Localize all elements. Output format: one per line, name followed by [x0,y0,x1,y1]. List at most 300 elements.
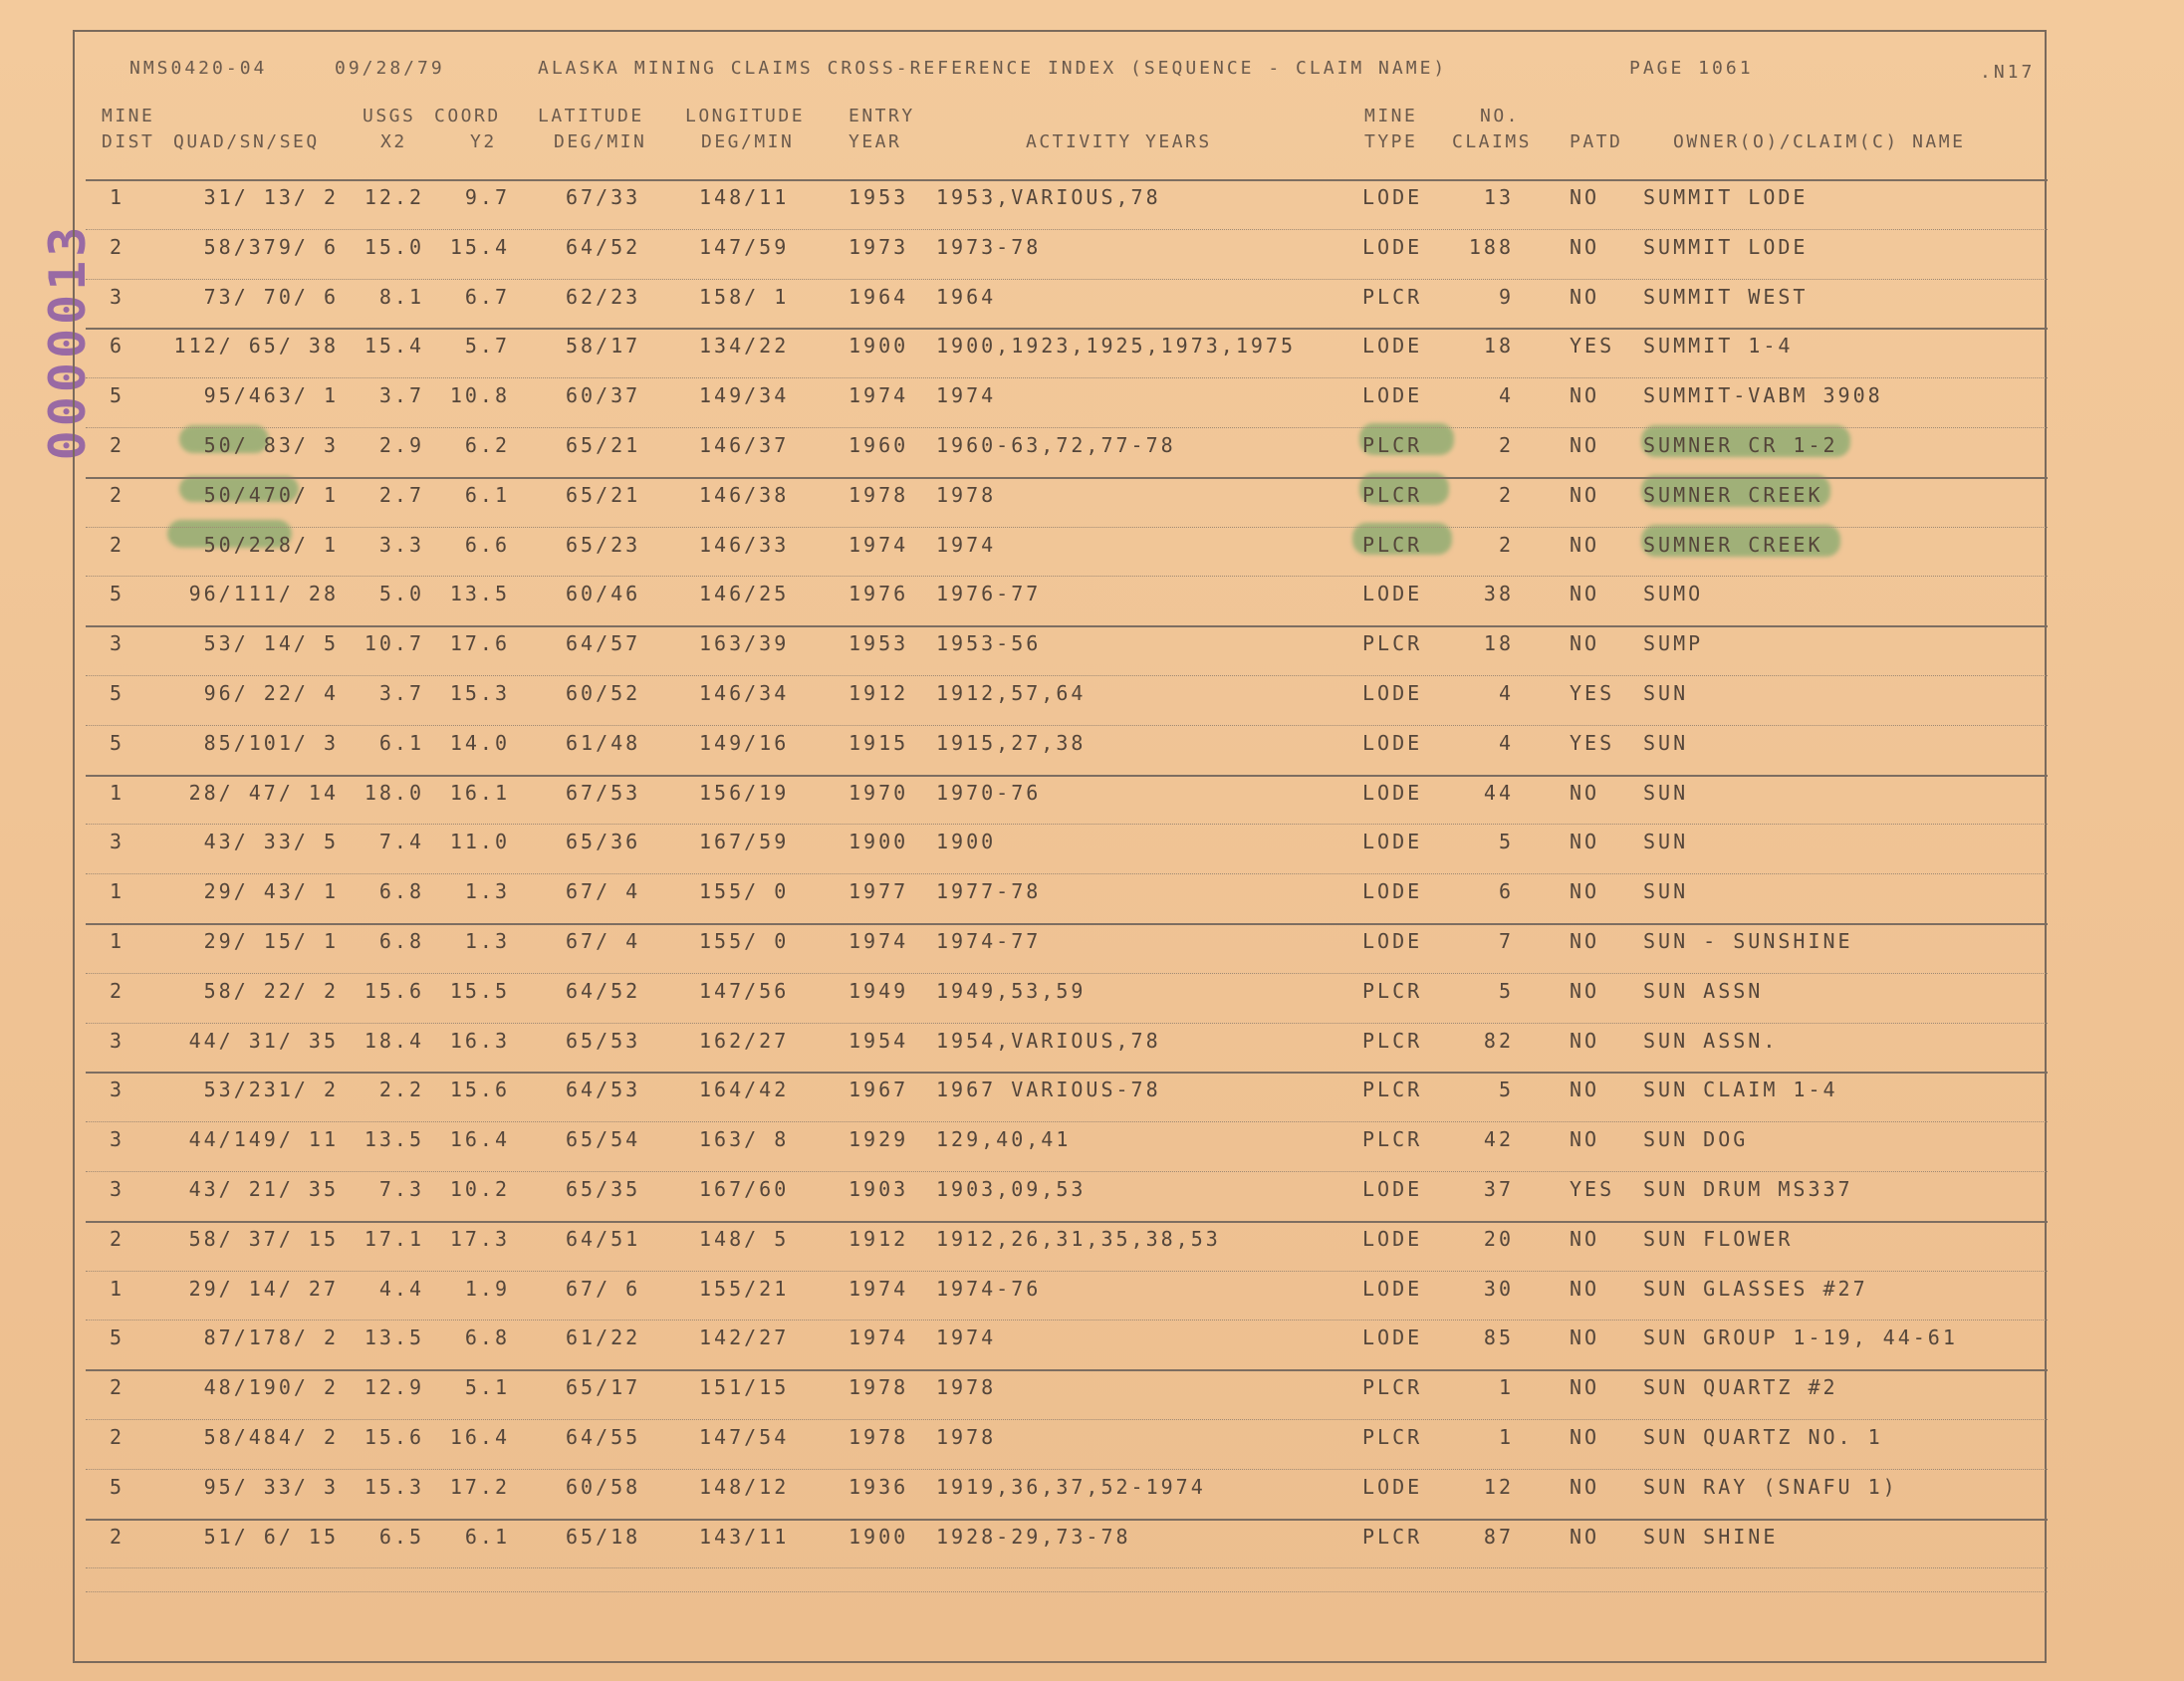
cell-activity-years: 1976-77 [936,582,1042,606]
cell-owner-claim-name: SUN - SUNSHINE [1643,929,1853,953]
cell-x2: 15.6 [364,1425,424,1449]
cell-patd: NO [1570,532,1600,557]
col-mine-dist [102,104,154,155]
col-entry-year [849,104,915,155]
col-latitude-line1: LATITUDE [538,106,644,126]
cell-no-claims: 9 [1498,284,1514,309]
cell-x2: 6.8 [378,929,424,953]
cell-x2: 8.1 [378,284,424,309]
row-rule [86,1271,2048,1272]
cell-mine-type: PLCR [1362,1524,1423,1549]
cell-mine-dist: 1 [110,929,125,953]
cell-mine-type: LODE [1362,830,1423,854]
cell-y2: 6.8 [464,1325,510,1350]
cell-mine-dist: 2 [110,532,125,557]
cell-entry-year: 1976 [849,582,909,606]
cell-x2: 6.5 [378,1524,424,1549]
table-row [0,1325,2184,1375]
cell-patd: YES [1570,1177,1615,1201]
cell-x2: 3.7 [378,681,424,705]
cell-mine-dist: 5 [110,1325,125,1350]
cell-activity-years: 1974 [936,383,997,408]
cell-entry-year: 1970 [849,780,909,805]
cell-activity-years: 1928-29,73-78 [936,1524,1131,1549]
group-rule [86,328,2048,330]
cell-x2: 13.5 [364,1325,424,1350]
row-rule [86,675,2048,676]
row-rule [86,279,2048,280]
cell-longitude: 151/15 [699,1375,790,1400]
group-rule [86,923,2048,925]
cell-mine-dist: 6 [110,334,125,359]
cell-mine-type: PLCR [1362,631,1423,656]
group-rule [86,477,2048,479]
row-rule [86,427,2048,428]
cell-mine-dist: 3 [110,1177,125,1201]
cell-longitude: 143/11 [699,1524,790,1549]
cell-latitude: 60/58 [566,1474,641,1499]
cell-mine-dist: 1 [110,185,125,209]
cell-no-claims: 18 [1483,334,1514,359]
cell-patd: NO [1570,1276,1600,1301]
cell-patd: NO [1570,830,1600,854]
cell-mine-dist: 3 [110,1127,125,1152]
cell-entry-year: 1978 [849,1375,909,1400]
table-row [0,483,2184,533]
cell-longitude: 146/37 [699,433,790,457]
cell-x2: 13.5 [364,1127,424,1152]
cell-longitude: 155/ 0 [699,879,790,904]
report-title: ALASKA MINING CLAIMS CROSS-REFERENCE INDEX (SEQUENCE - CLAIM NAME) [538,58,1448,79]
cell-mine-dist: 3 [110,631,125,656]
cell-y2: 1.9 [464,1276,510,1301]
cell-entry-year: 1974 [849,1276,909,1301]
cell-longitude: 158/ 1 [699,284,790,309]
cell-owner-claim-name: SUN DRUM MS337 [1643,1177,1853,1201]
cell-entry-year: 1900 [849,334,909,359]
cell-no-claims: 1 [1498,1425,1514,1449]
cell-owner-claim-name: SUN GROUP 1-19, 44-61 [1643,1325,1958,1350]
cell-mine-dist: 5 [110,1474,125,1499]
cell-latitude: 60/37 [566,383,641,408]
cell-mine-type: LODE [1362,582,1423,606]
cell-y2: 11.0 [449,830,510,854]
cell-x2: 18.0 [364,780,424,805]
cell-mine-dist: 2 [110,1226,125,1251]
cell-latitude: 65/35 [566,1177,641,1201]
cell-longitude: 164/42 [699,1078,790,1102]
cell-owner-claim-name: SUN [1643,830,1689,854]
cell-latitude: 61/48 [566,730,641,755]
cell-entry-year: 1953 [849,631,909,656]
cell-mine-type: LODE [1362,1276,1423,1301]
col-longitude-line1: LONGITUDE [685,106,806,126]
cell-entry-year: 1973 [849,234,909,259]
cell-entry-year: 1974 [849,532,909,557]
cell-entry-year: 1912 [849,681,909,705]
col-latitude [538,104,646,155]
cell-activity-years: 1903,09,53 [936,1177,1087,1201]
cell-x2: 4.4 [378,1276,424,1301]
row-rule [86,824,2048,825]
cell-activity-years: 1953,VARIOUS,78 [936,185,1161,209]
cell-no-claims: 7 [1498,929,1514,953]
cell-longitude: 146/34 [699,681,790,705]
row-rule [86,1419,2048,1420]
cell-quad-sn-seq: 50/ 83/ 3 [203,433,339,457]
cell-x2: 12.2 [364,185,424,209]
cell-mine-type: LODE [1362,234,1423,259]
cell-mine-dist: 2 [110,1375,125,1400]
cell-quad-sn-seq: 29/ 15/ 1 [203,929,339,953]
cell-quad-sn-seq: 43/ 21/ 35 [188,1177,339,1201]
cell-entry-year: 1929 [849,1127,909,1152]
cell-patd: NO [1570,1078,1600,1102]
cell-owner-claim-name: SUMNER CREEK [1643,532,1823,557]
cell-entry-year: 1960 [849,433,909,457]
cell-quad-sn-seq: 31/ 13/ 2 [203,185,339,209]
footer-dotted-rule [86,1591,2048,1592]
row-rule [86,1171,2048,1172]
cell-patd: NO [1570,929,1600,953]
cell-quad-sn-seq: 96/111/ 28 [188,582,339,606]
cell-entry-year: 1978 [849,1425,909,1449]
cell-latitude: 60/46 [566,582,641,606]
cell-y2: 17.6 [449,631,510,656]
cell-y2: 16.4 [449,1425,510,1449]
table-row [0,1078,2184,1127]
cell-quad-sn-seq: 29/ 14/ 27 [188,1276,339,1301]
cell-mine-dist: 3 [110,830,125,854]
cell-mine-type: PLCR [1362,482,1423,507]
cell-patd: NO [1570,1127,1600,1152]
cell-no-claims: 1 [1498,1375,1514,1400]
cell-no-claims: 5 [1498,978,1514,1003]
cell-mine-type: PLCR [1362,284,1423,309]
cell-longitude: 162/27 [699,1028,790,1053]
cell-latitude: 67/53 [566,780,641,805]
cell-y2: 17.3 [449,1226,510,1251]
cell-mine-dist: 5 [110,681,125,705]
cell-owner-claim-name: SUN [1643,730,1689,755]
cell-owner-claim-name: SUMO [1643,582,1704,606]
cell-quad-sn-seq: 53/231/ 2 [203,1078,339,1102]
table-row [0,979,2184,1029]
cell-owner-claim-name: SUN FLOWER [1643,1226,1794,1251]
cell-latitude: 65/54 [566,1127,641,1152]
cell-mine-type: LODE [1362,383,1423,408]
cell-patd: NO [1570,631,1600,656]
cell-y2: 10.2 [449,1177,510,1201]
row-rule [86,873,2048,874]
table-row [0,1475,2184,1525]
col-mine-dist-line2: DIST [102,131,155,152]
cell-mine-type: PLCR [1362,1028,1423,1053]
table-row [0,334,2184,383]
cell-y2: 15.6 [449,1078,510,1102]
cell-no-claims: 2 [1498,482,1514,507]
cell-mine-type: PLCR [1362,1078,1423,1102]
cell-entry-year: 1900 [849,1524,909,1549]
cell-quad-sn-seq: 58/379/ 6 [203,234,339,259]
cell-longitude: 146/25 [699,582,790,606]
cell-activity-years: 1912,57,64 [936,681,1087,705]
table-row [0,631,2184,681]
cell-mine-dist: 5 [110,383,125,408]
cell-quad-sn-seq: 48/190/ 2 [203,1375,339,1400]
cell-owner-claim-name: SUN ASSN. [1643,1028,1779,1053]
cell-longitude: 167/60 [699,1177,790,1201]
cell-patd: NO [1570,1524,1600,1549]
cell-longitude: 147/59 [699,234,790,259]
cell-entry-year: 1953 [849,185,909,209]
table-row [0,235,2184,285]
cell-owner-claim-name: SUN DOG [1643,1127,1749,1152]
cell-activity-years: 1949,53,59 [936,978,1087,1003]
cell-entry-year: 1967 [849,1078,909,1102]
cell-patd: NO [1570,482,1600,507]
cell-mine-dist: 2 [110,234,125,259]
cell-mine-type: LODE [1362,780,1423,805]
cell-activity-years: 1967 VARIOUS-78 [936,1078,1161,1102]
stamp-number: 0000013 [39,222,97,461]
cell-y2: 14.0 [449,730,510,755]
cell-quad-sn-seq: 43/ 33/ 5 [203,830,339,854]
cell-x2: 7.4 [378,830,424,854]
cell-entry-year: 1954 [849,1028,909,1053]
cell-y2: 16.1 [449,780,510,805]
cell-x2: 12.9 [364,1375,424,1400]
cell-owner-claim-name: SUMMIT LODE [1643,185,1809,209]
cell-x2: 3.3 [378,532,424,557]
cell-activity-years: 1978 [936,482,997,507]
cell-entry-year: 1949 [849,978,909,1003]
cell-owner-claim-name: SUN [1643,681,1689,705]
cell-mine-dist: 2 [110,978,125,1003]
cell-owner-claim-name: SUN [1643,879,1689,904]
cell-x2: 2.9 [378,433,424,457]
cell-mine-type: LODE [1362,185,1423,209]
cell-quad-sn-seq: 44/ 31/ 35 [188,1028,339,1053]
col-latitude-line2: DEG/MIN [554,131,647,152]
col-y2: Y2 [470,131,497,152]
cell-no-claims: 5 [1498,1078,1514,1102]
cell-mine-type: LODE [1362,929,1423,953]
cell-longitude: 147/56 [699,978,790,1003]
cell-no-claims: 20 [1483,1226,1514,1251]
cell-patd: NO [1570,1375,1600,1400]
cell-no-claims: 188 [1468,234,1514,259]
row-rule [86,973,2048,974]
cell-no-claims: 37 [1483,1177,1514,1201]
cell-owner-claim-name: SUMMIT WEST [1643,284,1809,309]
table-row [0,582,2184,631]
cell-y2: 15.4 [449,234,510,259]
cell-entry-year: 1915 [849,730,909,755]
table-row [0,383,2184,433]
cell-mine-dist: 2 [110,1524,125,1549]
cell-patd: NO [1570,582,1600,606]
cell-mine-dist: 3 [110,1078,125,1102]
cell-mine-type: PLCR [1362,1127,1423,1152]
cell-y2: 10.8 [449,383,510,408]
cell-patd: NO [1570,1028,1600,1053]
col-entry-line2: YEAR [849,131,902,152]
cell-latitude: 64/51 [566,1226,641,1251]
cell-x2: 2.7 [378,482,424,507]
cell-owner-claim-name: SUN ASSN [1643,978,1764,1003]
table-row [0,1425,2184,1475]
cell-no-claims: 30 [1483,1276,1514,1301]
cell-no-claims: 82 [1483,1028,1514,1053]
cell-patd: NO [1570,1226,1600,1251]
table-row [0,1177,2184,1227]
cell-quad-sn-seq: 112/ 65/ 38 [173,334,339,359]
cell-mine-type: PLCR [1362,1425,1423,1449]
cell-longitude: 155/21 [699,1276,790,1301]
cell-longitude: 148/ 5 [699,1226,790,1251]
cell-longitude: 134/22 [699,334,790,359]
cell-patd: NO [1570,1325,1600,1350]
cell-no-claims: 44 [1483,780,1514,805]
table-row [0,185,2184,235]
cell-patd: NO [1570,383,1600,408]
cell-mine-type: LODE [1362,1325,1423,1350]
cell-quad-sn-seq: 58/484/ 2 [203,1425,339,1449]
table-row [0,879,2184,929]
cell-entry-year: 1974 [849,929,909,953]
row-rule [86,1567,2048,1568]
cell-quad-sn-seq: 28/ 47/ 14 [188,780,339,805]
cell-x2: 15.0 [364,234,424,259]
cell-activity-years: 1978 [936,1375,997,1400]
cell-quad-sn-seq: 95/ 33/ 3 [203,1474,339,1499]
col-claims-line1: NO. [1480,106,1521,126]
cell-mine-dist: 2 [110,433,125,457]
col-usgs: USGS [363,106,416,126]
cell-x2: 15.3 [364,1474,424,1499]
cell-x2: 2.2 [378,1078,424,1102]
col-mine-type [1364,104,1417,155]
row-rule [86,1023,2048,1024]
row-rule [86,1320,2048,1321]
cell-x2: 10.7 [364,631,424,656]
cell-latitude: 58/17 [566,334,641,359]
cell-x2: 17.1 [364,1226,424,1251]
cell-mine-type: LODE [1362,1226,1423,1251]
cell-quad-sn-seq: 73/ 70/ 6 [203,284,339,309]
col-coord: COORD [434,106,501,126]
col-activity-years: ACTIVITY YEARS [1026,131,1212,152]
cell-quad-sn-seq: 53/ 14/ 5 [203,631,339,656]
header-rule [86,179,2048,181]
cell-no-claims: 4 [1498,681,1514,705]
cell-y2: 15.3 [449,681,510,705]
cell-mine-type: LODE [1362,681,1423,705]
cell-no-claims: 38 [1483,582,1514,606]
col-patd: PATD [1570,131,1623,152]
cell-entry-year: 1900 [849,830,909,854]
cell-mine-dist: 3 [110,284,125,309]
cell-activity-years: 1978 [936,1425,997,1449]
col-x2: X2 [380,131,407,152]
cell-y2: 9.7 [464,185,510,209]
table-row [0,1375,2184,1425]
cell-y2: 5.1 [464,1375,510,1400]
cell-patd: NO [1570,978,1600,1003]
table-row [0,830,2184,879]
cell-patd: NO [1570,185,1600,209]
col-owner-claim-name: OWNER(O)/CLAIM(C) NAME [1673,131,1966,152]
cell-entry-year: 1974 [849,383,909,408]
cell-patd: NO [1570,879,1600,904]
row-rule [86,1121,2048,1122]
cell-y2: 6.1 [464,482,510,507]
page-number: PAGE 1061 [1629,58,1754,79]
cell-patd: YES [1570,334,1615,359]
cell-latitude: 60/52 [566,681,641,705]
cell-no-claims: 5 [1498,830,1514,854]
cell-activity-years: 1970-76 [936,780,1042,805]
cell-latitude: 61/22 [566,1325,641,1350]
cell-latitude: 65/36 [566,830,641,854]
cell-x2: 6.1 [378,730,424,755]
cell-quad-sn-seq: 95/463/ 1 [203,383,339,408]
cell-patd: NO [1570,1425,1600,1449]
cell-latitude: 64/53 [566,1078,641,1102]
cell-x2: 3.7 [378,383,424,408]
cell-longitude: 155/ 0 [699,929,790,953]
cell-y2: 17.2 [449,1474,510,1499]
table-row [0,681,2184,731]
cell-y2: 1.3 [464,929,510,953]
cell-no-claims: 6 [1498,879,1514,904]
cell-entry-year: 1978 [849,482,909,507]
row-rule [86,725,2048,726]
col-mine-dist-line1: MINE [102,106,155,126]
cell-entry-year: 1964 [849,284,909,309]
group-rule [86,775,2048,777]
cell-no-claims: 13 [1483,185,1514,209]
table-row [0,731,2184,781]
cell-activity-years: 1960-63,72,77-78 [936,433,1176,457]
report-id: NMS0420-04 [129,58,268,79]
cell-no-claims: 4 [1498,730,1514,755]
cell-x2: 15.6 [364,978,424,1003]
report-code: .N17 [1980,62,2036,83]
cell-x2: 15.4 [364,334,424,359]
cell-owner-claim-name: SUMP [1643,631,1704,656]
cell-quad-sn-seq: 51/ 6/ 15 [203,1524,339,1549]
cell-owner-claim-name: SUMNER CREEK [1643,482,1823,507]
cell-longitude: 148/12 [699,1474,790,1499]
table-row [0,929,2184,979]
cell-longitude: 167/59 [699,830,790,854]
cell-patd: NO [1570,284,1600,309]
cell-mine-dist: 2 [110,1425,125,1449]
cell-latitude: 67/ 6 [566,1276,641,1301]
cell-latitude: 65/53 [566,1028,641,1053]
row-rule [86,527,2048,528]
cell-quad-sn-seq: 50/228/ 1 [203,532,339,557]
cell-activity-years: 1974 [936,1325,997,1350]
cell-mine-type: LODE [1362,1474,1423,1499]
cell-mine-type: LODE [1362,334,1423,359]
col-claims-line2: CLAIMS [1452,131,1533,152]
report-date: 09/28/79 [335,58,445,79]
row-rule [86,576,2048,577]
cell-latitude: 62/23 [566,284,641,309]
